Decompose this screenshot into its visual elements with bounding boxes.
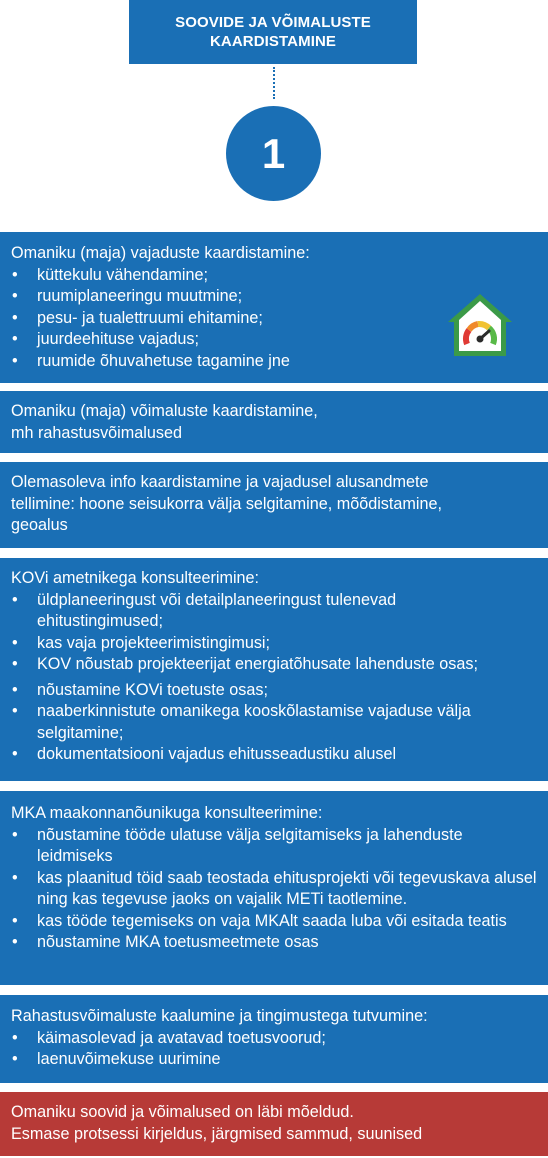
list-item: • kas plaanitud töid saab teostada ehitusprojekti või tegevuskava alusel ning kas tegevuse jaoks on vajalik METi taotlemine. (11, 868, 548, 911)
card-line: tellimine: hoone seisukorra välja selgitamine, mõõdistamine, (11, 494, 442, 513)
card-owner-possibilities (0, 391, 548, 453)
house-energy-gauge-icon (446, 292, 514, 358)
card-line: Esmase protsessi kirjeldus, järgmised sammud, suunised (11, 1124, 423, 1143)
list-item: • kas tööde tegemiseks on vaja MKAlt saada luba või esitada teatis (11, 911, 507, 933)
list-item: • käimasolevad ja avatavad toetusvoorud; (11, 1028, 534, 1050)
card-line: Omaniku soovid ja võimalused on läbi mõeldud. (11, 1103, 354, 1121)
card-result (0, 1092, 548, 1156)
list-item: • üldplaneeringust või detailplaneeringust tulenevad ehitustingimused; (11, 590, 457, 633)
card-title: MKA maakonnanõunikuga konsulteerimine: (11, 804, 323, 822)
card-list (11, 825, 537, 954)
list-item: • ruumide õhuvahetuse tagamine jne (11, 351, 534, 373)
section-title-line1: SOOVIDE JA VÕIMALUSTE (175, 14, 371, 31)
list-item: • nõustamine KOVi toetuste osas; (11, 680, 534, 702)
dotted-connector (273, 67, 275, 99)
card-line: geoalus (11, 516, 68, 534)
card-title: Omaniku (maja) vajaduste kaardistamine: (11, 244, 310, 262)
card-title: KOVi ametnikega konsulteerimine: (11, 569, 260, 587)
card-title: Rahastusvõimaluste kaalumine ja tingimustega tutvumine: (11, 1007, 428, 1025)
card-list (11, 1028, 534, 1071)
card-line: Olemasoleva info kaardistamine ja vajadusel alusandmete (11, 473, 429, 491)
list-item: • pesu- ja tualettruumi ehitamine; (11, 308, 534, 330)
list-item: • dokumentatsiooni vajadus ehitusseadustiku alusel (11, 744, 534, 766)
card-list (11, 590, 534, 766)
list-item: • küttekulu vähendamine; (11, 265, 534, 287)
card-funding-options (0, 995, 548, 1083)
list-item: • nõustamine MKA toetusmeetmete osas (11, 932, 534, 954)
list-item: • kas vaja projekteerimistingimusi; (11, 633, 534, 655)
step-number: 1 (261, 129, 286, 177)
card-mka-consultation (0, 791, 548, 985)
card-existing-info (0, 462, 548, 548)
list-item: • laenuvõimekuse uurimine (11, 1049, 534, 1071)
card-kov-consultation (0, 558, 548, 781)
list-item: • ruumiplaneeringu muutmine; (11, 286, 534, 308)
section-title-line2: KAARDISTAMINE (209, 33, 337, 50)
step-number-circle (226, 106, 321, 201)
list-item: • nõustamine tööde ulatuse välja selgitamiseks ja lahenduste leidmiseks (11, 825, 527, 868)
section-title-box (129, 0, 417, 64)
card-line: Omaniku (maja) võimaluste kaardistamine, (11, 402, 318, 420)
list-item: • naaberkinnistute omanikega kooskõlastamise vajaduse välja selgitamine; (11, 701, 527, 744)
card-owner-needs (0, 232, 548, 383)
list-item: • KOV nõustab projekteerijat energiatõhusate lahenduste osas; (11, 654, 534, 676)
card-line: mh rahastusvõimalused (11, 423, 182, 442)
list-item: • juurdeehituse vajadus; (11, 329, 534, 351)
